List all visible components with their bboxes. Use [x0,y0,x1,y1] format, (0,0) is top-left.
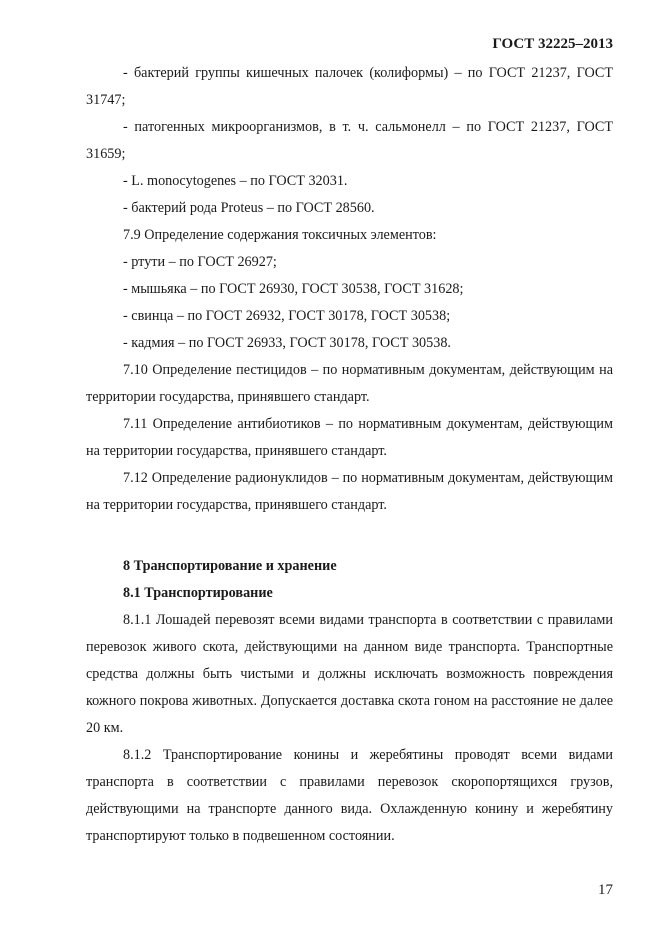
clause-7-11: 7.11 Определение антибиотиков – по нормативным документам, действующим на территории государства, принявшего стандарт. [86,416,613,459]
section-8-title: 8 Транспортирование и хранение [123,558,337,574]
document-code: ГОСТ 32225–2013 [492,36,613,52]
clause-7-9: 7.9 Определение содержания токсичных элементов: [123,227,437,243]
section-spacer [86,519,613,553]
page-content [86,60,613,850]
clause-7-12: 7.12 Определение радионуклидов – по нормативным документам, действующим на территории государства, принявшего стандарт. [86,470,613,513]
list-item-proteus: - бактерий рода Proteus – по ГОСТ 28560. [123,200,375,216]
list-item-listeria: - L. monocytogenes – по ГОСТ 32031. [123,173,348,189]
page-number: 17 [598,882,613,898]
list-item-arsenic: - мышьяка – по ГОСТ 26930, ГОСТ 30538, ГОСТ 31628; [123,281,464,297]
list-item-coliforms: - бактерий группы кишечных палочек (колиформы) – по ГОСТ 21237, ГОСТ 31747; [86,65,613,108]
clause-8-1-2: 8.1.2 Транспортирование конины и жеребятины проводят всеми видами транспорта в соответствии с правилами перевозок скоропортящихся грузов, действующими на транспорте данного вида. Охлажденную конину и жеребятину транспортируют только в подвешенном состоянии. [86,747,613,844]
list-item-mercury: - ртути – по ГОСТ 26927; [123,254,277,270]
section-8-1-title: 8.1 Транспортирование [123,585,273,601]
list-item-cadmium: - кадмия – по ГОСТ 26933, ГОСТ 30178, ГОСТ 30538. [123,335,451,351]
clause-7-10: 7.10 Определение пестицидов – по нормативным документам, действующим на территории государства, принявшего стандарт. [86,362,613,405]
clause-8-1-1: 8.1.1 Лошадей перевозят всеми видами транспорта в соответствии с правилами перевозок живого скота, действующими на данном виде транспорта. Транспортные средства должны быть чистыми и должны исключать возможность повреждения кожного покрова животных. Допускается доставка скота гоном на расстояние не далее 20 км. [86,612,613,736]
list-item-lead: - свинца – по ГОСТ 26932, ГОСТ 30178, ГОСТ 30538; [123,308,451,324]
list-item-pathogens: - патогенных микроорганизмов, в т. ч. сальмонелл – по ГОСТ 21237, ГОСТ 31659; [86,119,613,162]
